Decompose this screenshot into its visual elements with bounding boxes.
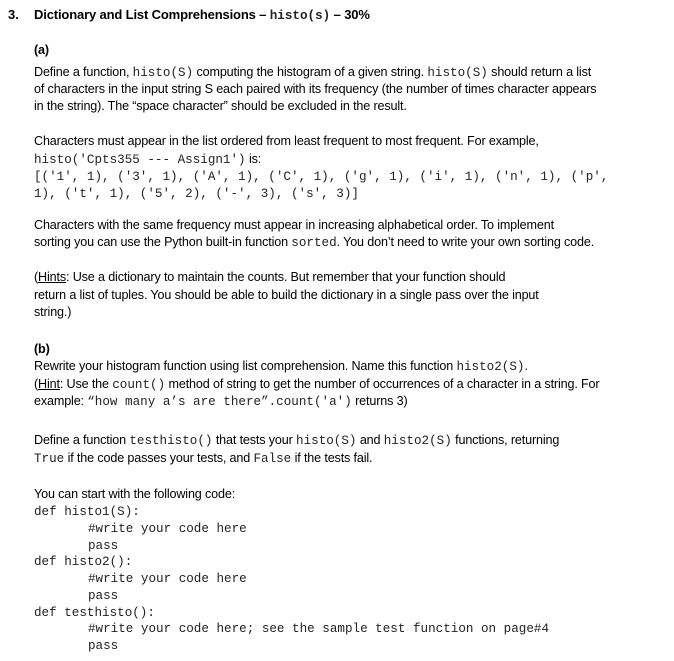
text-segment: Define a function, <box>34 65 133 79</box>
inline-code: False <box>253 452 292 466</box>
text-segment: – 30% <box>330 7 370 22</box>
text-segment: example: <box>34 394 88 408</box>
text-segment: and <box>356 433 384 447</box>
inline-code: pass <box>88 539 119 553</box>
text-segment: string.) <box>34 305 72 319</box>
underlined-text: Hints <box>38 270 66 284</box>
text-line <box>34 485 235 503</box>
text-segment: in the string). The “space character” should be excluded in the result. <box>34 99 407 113</box>
inline-code: histo(S) <box>132 66 194 80</box>
inline-code: histo(S) <box>296 434 357 448</box>
text-line <box>88 619 549 638</box>
inline-code: pass <box>88 639 119 653</box>
inline-code: histo(s) <box>269 9 331 23</box>
text-line <box>88 636 118 655</box>
text-segment: if the tests fail. <box>291 451 373 465</box>
text-segment: method of string to get the number of occurrences of a character in a string. For <box>165 377 600 391</box>
text-segment: : Use the <box>59 377 113 391</box>
inline-code: sorted <box>291 236 337 250</box>
subsection-heading <box>34 41 49 59</box>
text-segment: sorting you can use the Python built-in function <box>34 235 292 249</box>
inline-code: pass <box>88 589 119 603</box>
inline-code: histo('Cpts355 --- Assign1') <box>34 153 246 167</box>
text-segment: that tests your <box>212 433 297 447</box>
text-line <box>34 268 505 286</box>
text-segment: Define a function <box>34 433 130 447</box>
section-number: 3. <box>8 7 19 22</box>
text-line <box>34 392 408 411</box>
text-segment: of characters in the input string S each paired with its frequency (the number of times character appears <box>34 82 597 96</box>
text-segment: Dictionary and List Comprehensions – <box>34 7 270 22</box>
text-line <box>34 132 539 150</box>
inline-code: histo(S) <box>427 66 488 80</box>
inline-code: True <box>34 452 65 466</box>
inline-code: def histo2(): <box>34 555 133 569</box>
inline-code: def histo1(S): <box>34 505 140 519</box>
inline-code: count() <box>112 378 166 392</box>
text-segment: (a) <box>34 43 49 57</box>
text-segment: You can start with the following code: <box>34 487 236 501</box>
inline-code: histo2(S) <box>456 360 525 374</box>
underlined-text: Hint <box>38 377 60 391</box>
section-title <box>34 6 370 25</box>
text-segment: ( <box>34 377 39 391</box>
inline-code: [('1', 1), ('3', 1), ('A', 1), ('C', 1), ('g', 1), ('i', 1), ('n', 1), ('p', <box>34 170 609 184</box>
text-line <box>34 80 596 98</box>
text-segment: . You don’t need to write your own sorting code. <box>336 235 595 249</box>
text-segment: . <box>524 359 528 373</box>
text-line <box>34 286 539 304</box>
inline-code: “how many a’s are there”.count('a') <box>87 395 352 409</box>
text-segment: (b) <box>34 342 50 356</box>
inline-code: 1), ('t', 1), ('5', 2), ('-', 3), ('s', 3)] <box>34 187 359 201</box>
text-line <box>34 303 71 321</box>
text-line <box>34 449 372 468</box>
text-line <box>34 431 559 450</box>
inline-code: def testhisto(): <box>34 606 155 620</box>
text-segment: functions, returning <box>451 433 560 447</box>
text-line <box>34 97 407 115</box>
text-segment: Rewrite your histogram function using list comprehension. Name this function <box>34 359 457 373</box>
text-line <box>34 357 528 376</box>
text-line <box>34 216 554 234</box>
text-segment: return a list of tuples. You should be able to build the dictionary in a single pass over the input <box>34 288 539 302</box>
text-segment: Characters with the same frequency must appear in increasing alphabetical order. To implement <box>34 218 554 232</box>
text-line <box>34 184 359 203</box>
inline-code: histo2(S) <box>383 434 452 448</box>
text-segment: should return a list <box>487 65 592 79</box>
text-segment: if the code passes your tests, and <box>64 451 254 465</box>
text-segment: computing the histogram of a given string. <box>193 65 428 79</box>
text-segment: is: <box>245 152 262 166</box>
inline-code: #write your code here <box>88 522 247 536</box>
subsection-heading <box>34 340 50 358</box>
text-segment: Characters must appear in the list ordered from least frequent to most frequent. For example, <box>34 134 539 148</box>
text-line <box>34 233 594 252</box>
text-segment: ( <box>34 270 39 284</box>
text-segment: returns 3) <box>351 394 408 408</box>
inline-code: #write your code here; see the sample test function on page#4 <box>88 622 550 636</box>
inline-code: #write your code here <box>88 572 247 586</box>
text-segment: : Use a dictionary to maintain the counts. But remember that your function should <box>66 270 506 284</box>
inline-code: testhisto() <box>129 434 213 448</box>
